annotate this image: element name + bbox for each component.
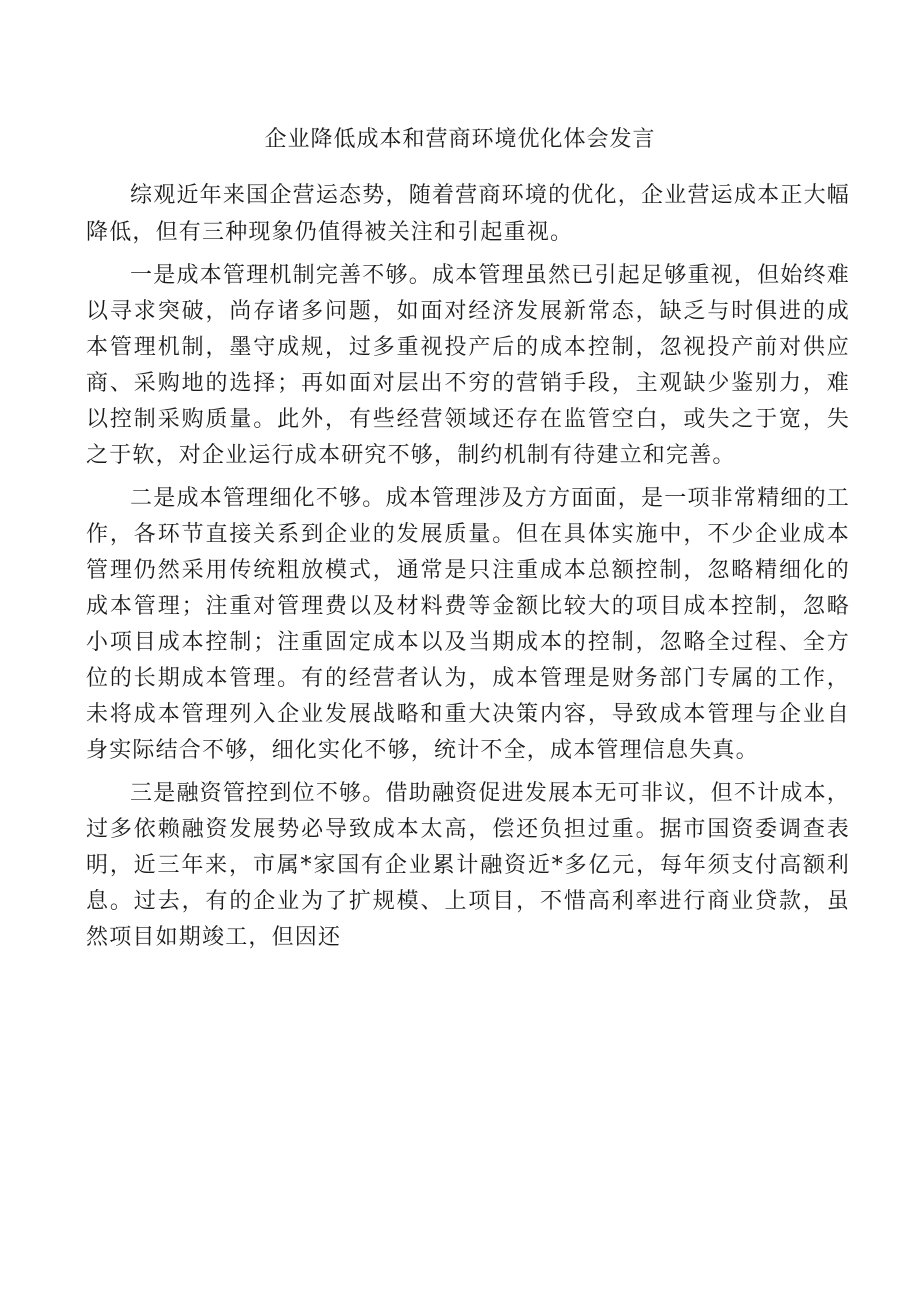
paragraph-intro: 综观近年来国企营运态势，随着营商环境的优化，企业营运成本正大幅降低，但有三种现象仍值得被关注和引起重视。 xyxy=(86,183,850,245)
paragraph-point-three: 三是融资管控到位不够。借助融资促进发展本无可非议，但不计成本，过多依赖融资发展势必导致成本太高，偿还负担过重。据市国资委调查表明，近三年来，市属*家国有企业累计融资近*多亿元，每年须支付高额利息。过去，有的企业为了扩规模、上项目，不惜高利率进行商业贷款，虽然项目如期竣工，但因还 xyxy=(86,781,850,950)
document-title: 企业降低成本和营商环境优化体会发言 xyxy=(264,127,656,152)
paragraph-point-one: 一是成本管理机制完善不够。成本管理虽然已引起足够重视，但始终难以寻求突破，尚存诸多问题，如面对经济发展新常态，缺乏与时俱进的成本管理机制，墨守成规，过多重视投产后的成本控制，忽视投产前对供应商、采购地的选择；再如面对层出不穷的营销手段，主观缺少鉴别力，难以控制采购质量。此外，有些经营领域还存在监管空白，或失之于宽，失之于软，对企业运行成本研究不够，制约机制有待建立和完善。 xyxy=(86,263,850,468)
document-body xyxy=(86,177,850,963)
paragraph-point-two: 二是成本管理细化不够。成本管理涉及方方面面，是一项非常精细的工作，各环节直接关系到企业的发展质量。但在具体实施中，不少企业成本管理仍然采用传统粗放模式，通常是只注重成本总额控制，忽略精细化的成本管理；注重对管理费以及材料费等金额比较大的项目成本控制，忽略小项目成本控制；注重固定成本以及当期成本的控制，忽略全过程、全方位的长期成本管理。有的经营者认为，成本管理是财务部门专属的工作，未将成本管理列入企业发展战略和重大决策内容，导致成本管理与企业自身实际结合不够，细化实化不够，统计不全，成本管理信息失真。 xyxy=(86,486,850,763)
